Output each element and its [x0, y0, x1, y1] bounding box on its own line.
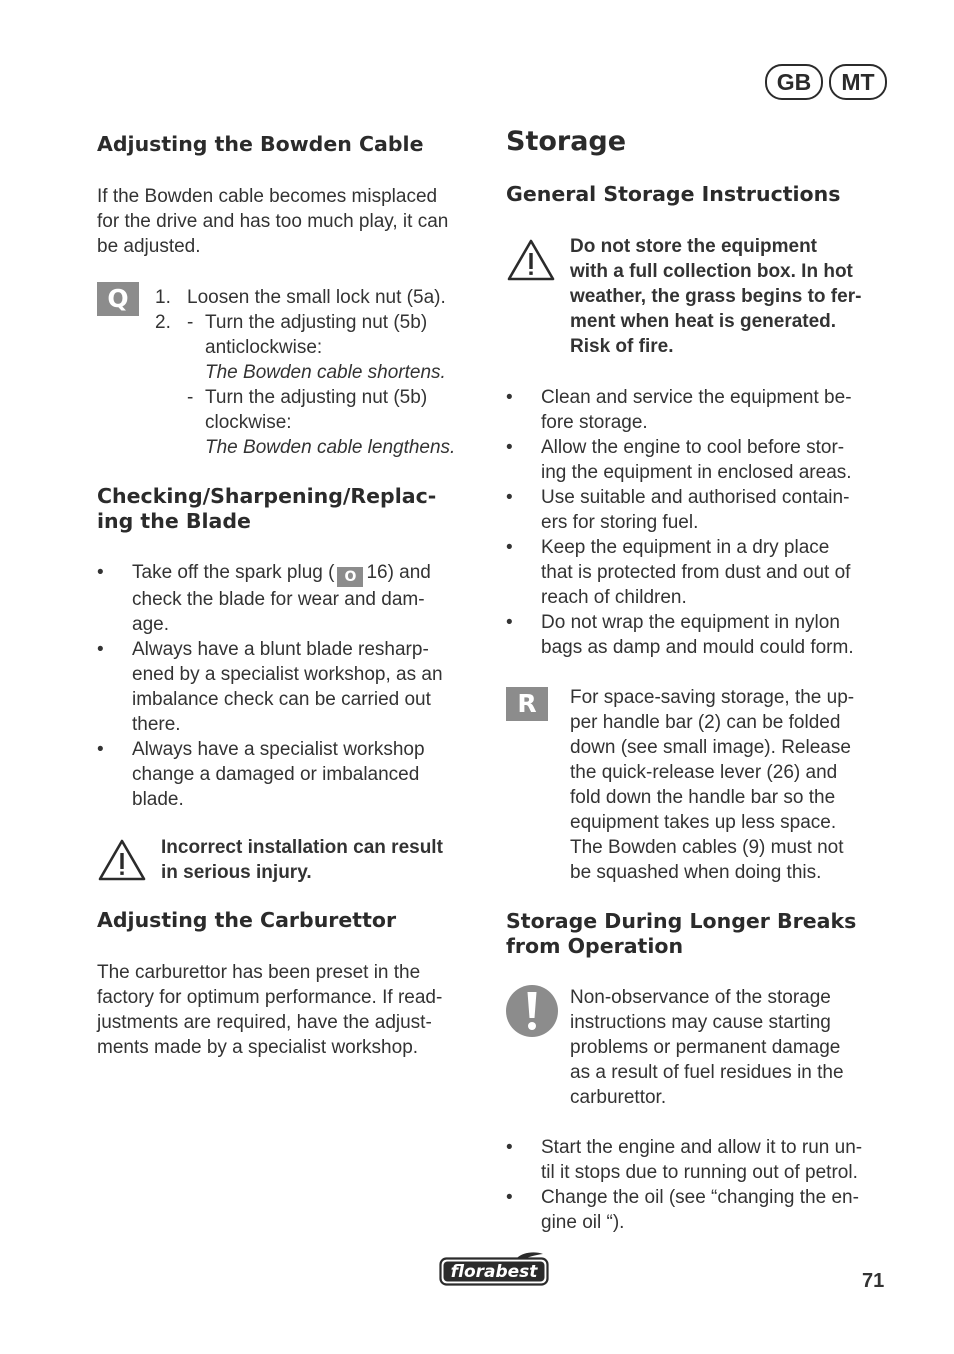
language-badge-mt: MT: [829, 64, 887, 100]
sub-step-result: The Bowden cable lengthens.: [205, 437, 456, 458]
sub-step: [187, 310, 455, 385]
bullet-line: • Keep the equipment in a dry place: [541, 537, 830, 558]
list-item: [97, 637, 482, 737]
list-item: [97, 737, 482, 812]
bullet-line: fore storage.: [541, 412, 648, 433]
sub-step-line: Turn the adjusting nut (5b): [205, 312, 428, 333]
bowden-intro: [97, 184, 487, 259]
figure-q-marker-icon: Q: [97, 282, 139, 316]
blade-heading-line: ing the Blade: [97, 509, 251, 533]
warning-triangle-icon: [506, 238, 556, 282]
bullet-line: • Do not wrap the equipment in nylon: [541, 612, 840, 633]
bullet-line: check the blade for wear and dam-: [132, 589, 425, 610]
carburettor-line: The carburettor has been preset in the: [97, 962, 421, 983]
folding-line: fold down the handle bar so the: [570, 787, 836, 808]
installation-warning: [161, 835, 481, 885]
svg-text:florabest: florabest: [450, 1262, 538, 1282]
bullet-line: imbalance check can be carried out: [132, 689, 431, 710]
florabest-logo: [439, 1252, 549, 1286]
bullet-line: there.: [132, 714, 181, 735]
bullet-line: • Use suitable and authorised contain-: [541, 487, 850, 508]
list-item: [506, 535, 896, 610]
bullet-text: Take off the spark plug (: [132, 562, 335, 583]
list-item: [506, 485, 896, 535]
warning-line: ment when heat is generated.: [570, 311, 837, 332]
bullet-line: til it stops due to running out of petrol.: [541, 1162, 858, 1183]
bowden-steps: [155, 285, 485, 460]
longer-breaks-heading-line: Storage During Longer Breaks: [506, 909, 857, 933]
storage-fire-warning: [570, 234, 900, 359]
step-2-subitems: [187, 310, 455, 460]
list-item: [506, 1185, 906, 1235]
bullet-line: reach of children.: [541, 587, 687, 608]
warning-triangle-icon: [97, 838, 147, 882]
warning-line: Risk of fire.: [570, 336, 674, 357]
folding-line: down (see small image). Release: [570, 737, 851, 758]
step-1: [155, 285, 485, 310]
bowden-heading: Adjusting the Bowden Cable: [97, 132, 424, 156]
bullet-line: that is protected from dust and out of: [541, 562, 851, 583]
sub-step-result: The Bowden cable shortens.: [205, 362, 446, 383]
bullet-line: change a damaged or imbalanced: [132, 764, 420, 785]
note-line: carburettor.: [570, 1087, 667, 1108]
carburettor-line: factory for optimum performance. If read-: [97, 987, 443, 1008]
folding-line: For space-saving storage, the up-: [570, 687, 855, 708]
general-storage-heading: General Storage Instructions: [506, 182, 841, 206]
note-line: instructions may cause starting: [570, 1012, 831, 1033]
bullet-text: 16) and: [366, 562, 431, 583]
exclamation-note-icon: [506, 984, 558, 1038]
dash-marker: -: [187, 312, 194, 333]
bowden-intro-line: for the drive and has too much play, it can: [97, 211, 449, 232]
carburettor-heading: Adjusting the Carburettor: [97, 908, 397, 932]
bullet-line: • Always have a specialist workshop: [132, 739, 425, 760]
bullet-line: ened by a specialist workshop, as an: [132, 664, 443, 685]
bullet-line: ing the equipment in enclosed areas.: [541, 462, 852, 483]
step-number: 2.: [155, 312, 171, 333]
list-item: [506, 1135, 906, 1185]
sub-step: [187, 385, 455, 460]
carburettor-text: [97, 960, 487, 1060]
list-item: [506, 435, 896, 485]
step-text: Loosen the small lock nut (5a).: [187, 287, 446, 308]
bullet-line: • Allow the engine to cool before stor-: [541, 437, 845, 458]
bullet-line: blade.: [132, 789, 184, 810]
bullet-line: • Always have a blunt blade resharp-: [132, 639, 429, 660]
folding-line: per handle bar (2) can be folded: [570, 712, 841, 733]
folding-line: equipment takes up less space.: [570, 812, 837, 833]
folding-instructions: [570, 685, 900, 885]
longer-breaks-heading-line: from Operation: [506, 934, 684, 958]
carburettor-line: justments are required, have the adjust-: [97, 1012, 432, 1033]
note-line: problems or permanent damage: [570, 1037, 841, 1058]
note-line: as a result of fuel residues in the: [570, 1062, 844, 1083]
blade-heading: [97, 484, 477, 534]
storage-note: [570, 985, 900, 1110]
sub-step-line: Turn the adjusting nut (5b): [205, 387, 428, 408]
bullet-line: • Start the engine and allow it to run un-: [541, 1137, 863, 1158]
warning-line: with a full collection box. In hot: [570, 261, 853, 282]
language-badges: [765, 64, 887, 100]
storage-title: Storage: [506, 126, 627, 157]
warning-line: in serious injury.: [161, 862, 312, 883]
bullet-line: ers for storing fuel.: [541, 512, 699, 533]
figure-o-reference-icon: O: [337, 567, 363, 587]
list-item: [97, 560, 482, 637]
longer-breaks-bullet-list: [506, 1135, 906, 1235]
sub-step-line: anticlockwise:: [205, 337, 323, 358]
language-badge-gb: GB: [765, 64, 823, 100]
blade-heading-line: Checking/Sharpening/Replac-: [97, 484, 437, 508]
carburettor-line: ments made by a specialist workshop.: [97, 1037, 419, 1058]
bullet-line: • Change the oil (see “changing the en-: [541, 1187, 859, 1208]
folding-line: the quick-release lever (26) and: [570, 762, 838, 783]
dash-marker: -: [187, 387, 194, 408]
figure-r-marker-icon: R: [506, 687, 548, 721]
bullet-line: • Clean and service the equipment be-: [541, 387, 852, 408]
sub-step-line: clockwise:: [205, 412, 292, 433]
bowden-intro-line: be adjusted.: [97, 236, 201, 257]
list-item: [506, 385, 896, 435]
warning-line: Do not store the equipment: [570, 236, 817, 257]
folding-line: The Bowden cables (9) must not: [570, 837, 844, 858]
page-number: 71: [862, 1270, 885, 1292]
step-number: 1.: [155, 287, 171, 308]
longer-breaks-heading: [506, 909, 906, 959]
storage-bullet-list: [506, 385, 896, 660]
warning-line: Incorrect installation can result: [161, 837, 443, 858]
warning-line: weather, the grass begins to fer-: [570, 286, 862, 307]
bullet-line: age.: [132, 614, 169, 635]
bowden-intro-line: If the Bowden cable becomes misplaced: [97, 186, 438, 207]
bullet-line: gine oil “).: [541, 1212, 625, 1233]
note-line: Non-observance of the storage: [570, 987, 831, 1008]
blade-bullet-list: [97, 560, 482, 812]
bullet-line: bags as damp and mould could form.: [541, 637, 854, 658]
list-item: [506, 610, 896, 660]
folding-line: be squashed when doing this.: [570, 862, 822, 883]
step-2: [155, 310, 485, 460]
